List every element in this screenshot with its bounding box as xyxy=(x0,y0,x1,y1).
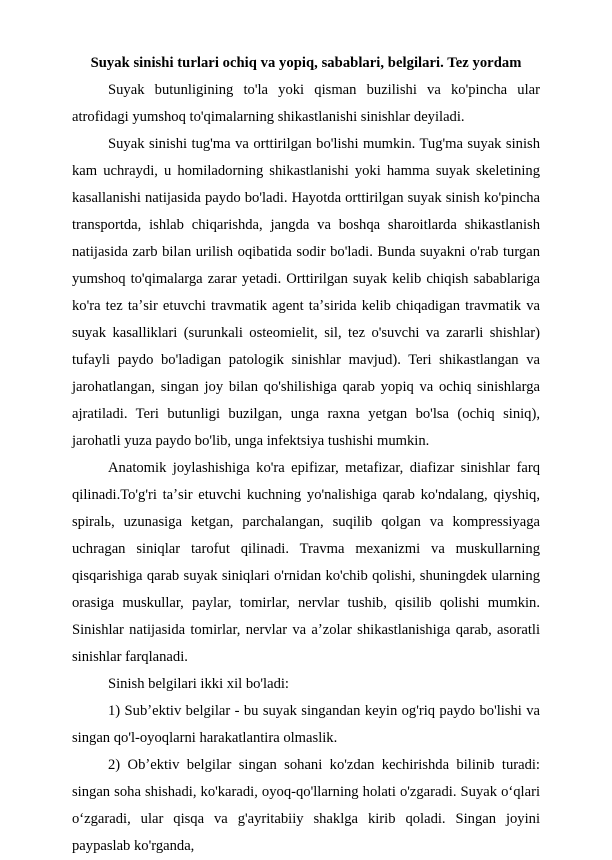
paragraph-definition: Suyak butunligining to'la yoki qisman buzilishi va ko'pincha ular atrofidagi yumshoq to'qimalarning shikastlanishi sinishlar deyiladi. xyxy=(72,82,540,125)
paragraph-subjective-signs: 1) Subʼektiv belgilar - bu suyak singandan keyin og'riq paydo bo'lishi va singan qo'l-oyoqlarni harakatlantira olmaslik. xyxy=(72,703,540,746)
page-title: Suyak sinishi turlari ochiq va yopiq, sabablari, belgilari. Tez yordam xyxy=(90,55,522,71)
paragraph-objective-signs: 2) Obʼektiv belgilar singan sohani ko'zdan kechirishda bilinib turadi: singan soha shishadi, ko'karadi, oyoq-qo'llarning holati o'zgaradi. Suyak oʻqlari oʻzgaradi, ular qisqa va g'ayritabiiy shaklga kirib qoladi. Singan joyini paypaslab ko'rganda, xyxy=(72,757,540,854)
paragraph-anatomic-classification: Anatomik joylashishiga ko'ra epifizar, metafizar, diafizar sinishlar farq qilinadi.To'g'ri taʼsir etuvchi kuchning yo'nalishiga qarab ko'ndalang, qiyshiq, spiralь, uzunasiga ketgan, parchalangan, suqilib qolgan va kompressiyaga uchragan siniqlar tarofut qilinadi. Travma mexanizmi va muskullarning qisqarishiga qarab suyak siniqlari o'rnidan ko'chib qolishi, shuningdek ularning orasiga muskullar, paylar, tomirlar, nervlar tushib, qisilib qolishi mumkin. Sinishlar natijasida tomirlar, nervlar va aʼzolar shikastlanishiga qarab, asoratli sinishlar farqlanadi. xyxy=(72,460,540,665)
document-body xyxy=(72,50,540,860)
paragraph-fracture-types: Suyak sinishi tug'ma va orttirilgan bo'lishi mumkin. Tug'ma suyak sinish kam uchraydi, u homiladorning shikastlanishi yoki hamma suyak skeletining kasallanishi natijasida paydo bo'ladi. Hayotda orttirilgan suyak sinish ko'pincha transportda, ishlab chiqarishda, jangda va boshqa sharoitlarda shikastlanish natijasida zarb bilan urilish oqibatida sodir bo'ladi. Bunda suyakni o'rab turgan yumshoq to'qimalarga zarar yetadi. Orttirilgan suyak kelib chiqish sabablariga ko'ra tez taʼsir etuvchi travmatik agent taʼsirida kelib chiqadigan travmatik va suyak kasalliklari (surunkali osteomielit, sil, tez o'suvchi va zararli shishlar) tufayli paydo bo'ladigan patologik sinishlar mavjud). Teri shikastlangan va jarohatlangan, singan joy bilan qo'shilishiga qarab yopiq va ochiq sinishlarga ajratiladi. Teri butunligi buzilgan, unga raxna yetgan bo'lsa (ochiq siniq), jarohatli yuza paydo bo'lib, unga infektsiya tushishi mumkin. xyxy=(72,136,540,449)
paragraph-signs-intro: Sinish belgilari ikki xil bo'ladi: xyxy=(108,676,289,692)
